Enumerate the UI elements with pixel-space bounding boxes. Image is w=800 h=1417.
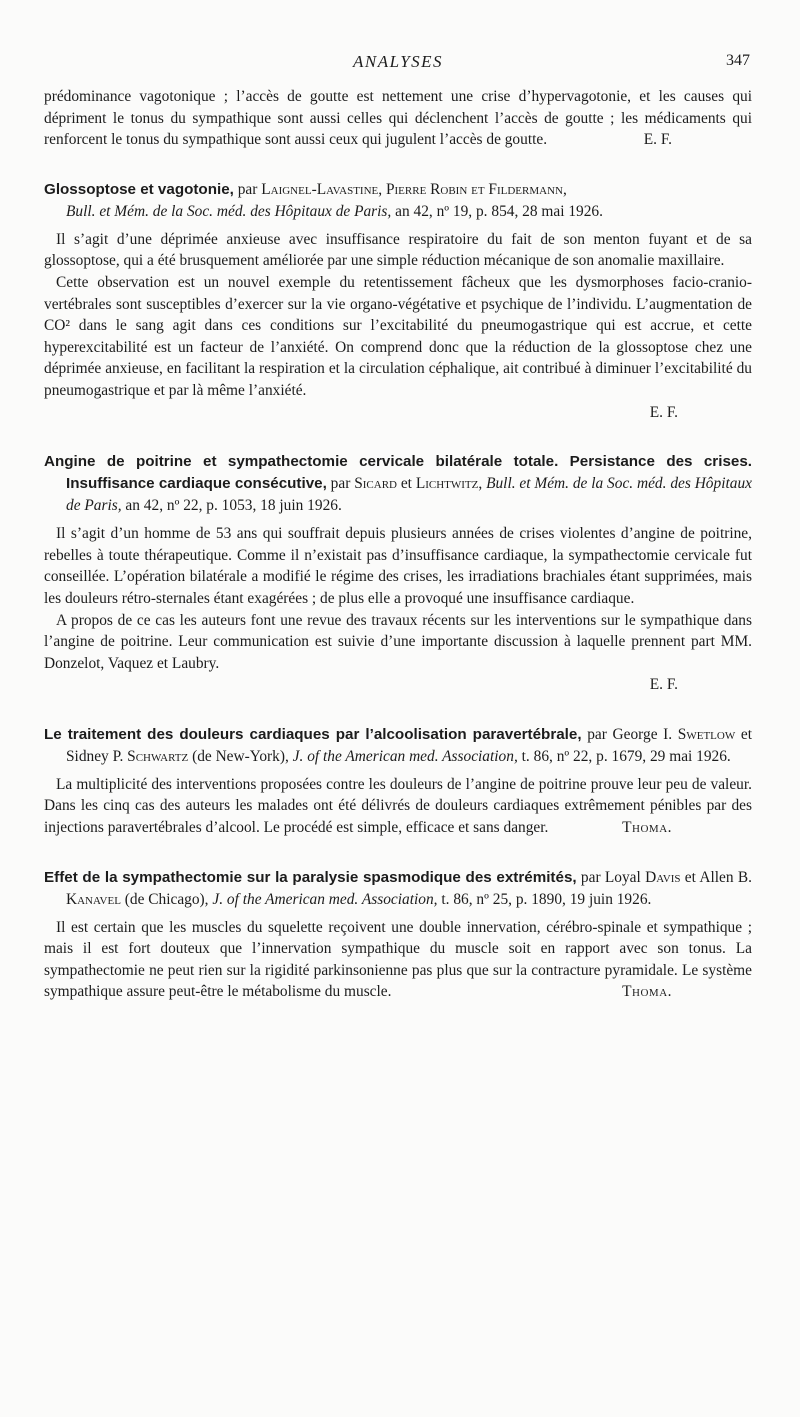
intro-text: prédominance vagotonique ; l’accès de goutte est nettement une crise d’hypervagotonie, et les causes qui dépriment le tonus du sympathique sont aussi celles qui déclenchent l’accès de goutte ; les médicaments qui renforcent le tonus du sympathique sont aussi ceux qui jugulent l’accès de goutte. (44, 88, 752, 149)
article-heading (44, 451, 752, 517)
article-author-2: Kanavel (66, 890, 121, 908)
article-journal: Bull. et Mém. de la Soc. méd. des Hôpitaux de Paris, (66, 475, 752, 515)
article-alcoolisation (44, 724, 752, 839)
article-paragraph (44, 917, 752, 1003)
article-paragraph: Il s’agit d’un homme de 53 ans qui souffrait depuis plusieurs années de crises violentes d’angine de poitrine, rebelles à toute thérapeutique. Comme il n’existait pas d’insuffisance cardiaque, la sympathectomie cervicale fut conseillée. L’opération bilatérale a modifié le régime des crises, les irradiations brachiales étant supprimées, mais les douleurs rétro-sternales étant exagérées ; de plus elle a provoqué une insuffisance cardiaque. (44, 525, 752, 607)
article-journal: Bull. et Mém. de la Soc. méd. des Hôpitaux de Paris, (66, 202, 392, 220)
article-angine (44, 451, 752, 696)
article-title: Glossoptose et vagotonie, (44, 180, 234, 198)
article-and: et (396, 475, 416, 493)
article-by: par Loyal (576, 868, 646, 886)
article-by: par (326, 475, 355, 493)
article-sympathectomie (44, 867, 752, 1003)
article-by: par (233, 180, 262, 198)
article-reference: t. 86, nº 25, p. 1890, 19 juin 1926. (437, 890, 652, 908)
article-heading (44, 179, 752, 223)
article-authors: Laignel-Lavastine, Pierre Robin et Fildermann, (261, 180, 567, 198)
article-title: Effet de la sympathectomie sur la paralysie spasmodique des extrémités, (44, 868, 577, 886)
article-paragraph: A propos de ce cas les auteurs font une revue des travaux récents sur les interventions sur le sympathique dans l’angine de poitrine. Leur communication est suivie d’une importante discussion à laquelle prennent part MM. Donzelot, Vaquez et Laubry. (44, 611, 752, 672)
article-by: par George I. (581, 725, 678, 743)
article-author-1: Swetlow (677, 725, 736, 743)
page (44, 48, 752, 1003)
article-author-2: Lichtwitz, (415, 475, 483, 493)
article-title: Le traitement des douleurs cardiaques par l’alcoolisation paravertébrale, (44, 725, 582, 743)
article-paragraph-text: La multiplicité des interventions proposées contre les douleurs de l’angine de poitrine prouve leur peu de valeur. Dans les cinq cas des auteurs les malades ont été délivrés de douleurs cardiaques extrêmement pénibles par des injections paravertébrales d’alcool. Le procédé est simple, efficace et sans danger. (44, 775, 752, 837)
article-journal: J. of the American med. Association, (292, 747, 518, 765)
article-paragraph: Cette observation est un nouvel exemple du retentissement fâcheux que les dysmorphoses facio-cranio-vertébrales sont susceptibles d’exercer sur la vie organo-végétative et psychique de l’individu. L’augmentation de CO² dans le sang agit dans ces conditions sur l’excitabilité du pneumogastrique qui est accrue, et cette hyperexcitabilité est un facteur de l’anxiété. On comprend donc que la réduction de la glossoptose chez une déprimée anxieuse, en facilitant la respiration et la circulation céphalique, ait contribué à diminuer l’excitabilité du pneumogastrique et par là même l’anxiété. (44, 273, 752, 399)
article-and: et Sidney P. (66, 725, 752, 765)
running-head (44, 48, 752, 74)
article-title: Angine de poitrine et sympathectomie cervicale bilatérale totale. Persistance des crises. Insuffisance cardiaque consécutive, (44, 453, 752, 493)
article-place: (de New-York), (188, 747, 293, 765)
article-paragraph-text: Il est certain que les muscles du squelette reçoivent une double innervation, cérébro-spinale et sympathique ; mais il est fort douteux que l’innervation sympathique du muscle soit en rapport avec son tonus. La sympathectomie ne peut rien sur la rigidité parkinsonienne pas plus que sur la contracture pyramidale. Le système sympathique assure peut-être le métabolisme du muscle. (44, 918, 752, 1001)
article-signature: E. F. (649, 676, 678, 694)
article-author-2: Schwartz (127, 747, 189, 765)
article-and: et Allen B. (680, 868, 752, 886)
article-author-1: Davis (645, 868, 681, 886)
article-reference: an 42, nº 22, p. 1053, 18 juin 1926. (121, 497, 342, 515)
article-author-1: Sicard (354, 475, 397, 493)
article-paragraph (44, 774, 752, 839)
intro-block (44, 86, 752, 151)
intro-signature: E. F. (643, 131, 672, 149)
article-signature: Thoma. (622, 819, 672, 837)
article-glossoptose (44, 179, 752, 423)
article-heading (44, 867, 752, 911)
article-signature: Thoma. (622, 983, 672, 1001)
article-reference: t. 86, nº 22, p. 1679, 29 mai 1926. (517, 747, 731, 765)
article-reference: an 42, nº 19, p. 854, 28 mai 1926. (391, 202, 603, 220)
article-signature: E. F. (649, 403, 678, 421)
article-journal: J. of the American med. Association, (212, 890, 438, 908)
article-heading (44, 724, 752, 768)
running-title: ANALYSES (352, 52, 444, 71)
page-number: 347 (726, 52, 750, 69)
article-place: (de Chicago), (120, 890, 213, 908)
article-paragraph: Il s’agit d’une déprimée anxieuse avec insuffisance respiratoire du fait de son menton fuyant et de sa glossoptose, qui a été brusquement améliorée par une simple réduction mécanique de son anomalie maxillaire. (44, 230, 752, 270)
intro-paragraph (44, 86, 752, 151)
